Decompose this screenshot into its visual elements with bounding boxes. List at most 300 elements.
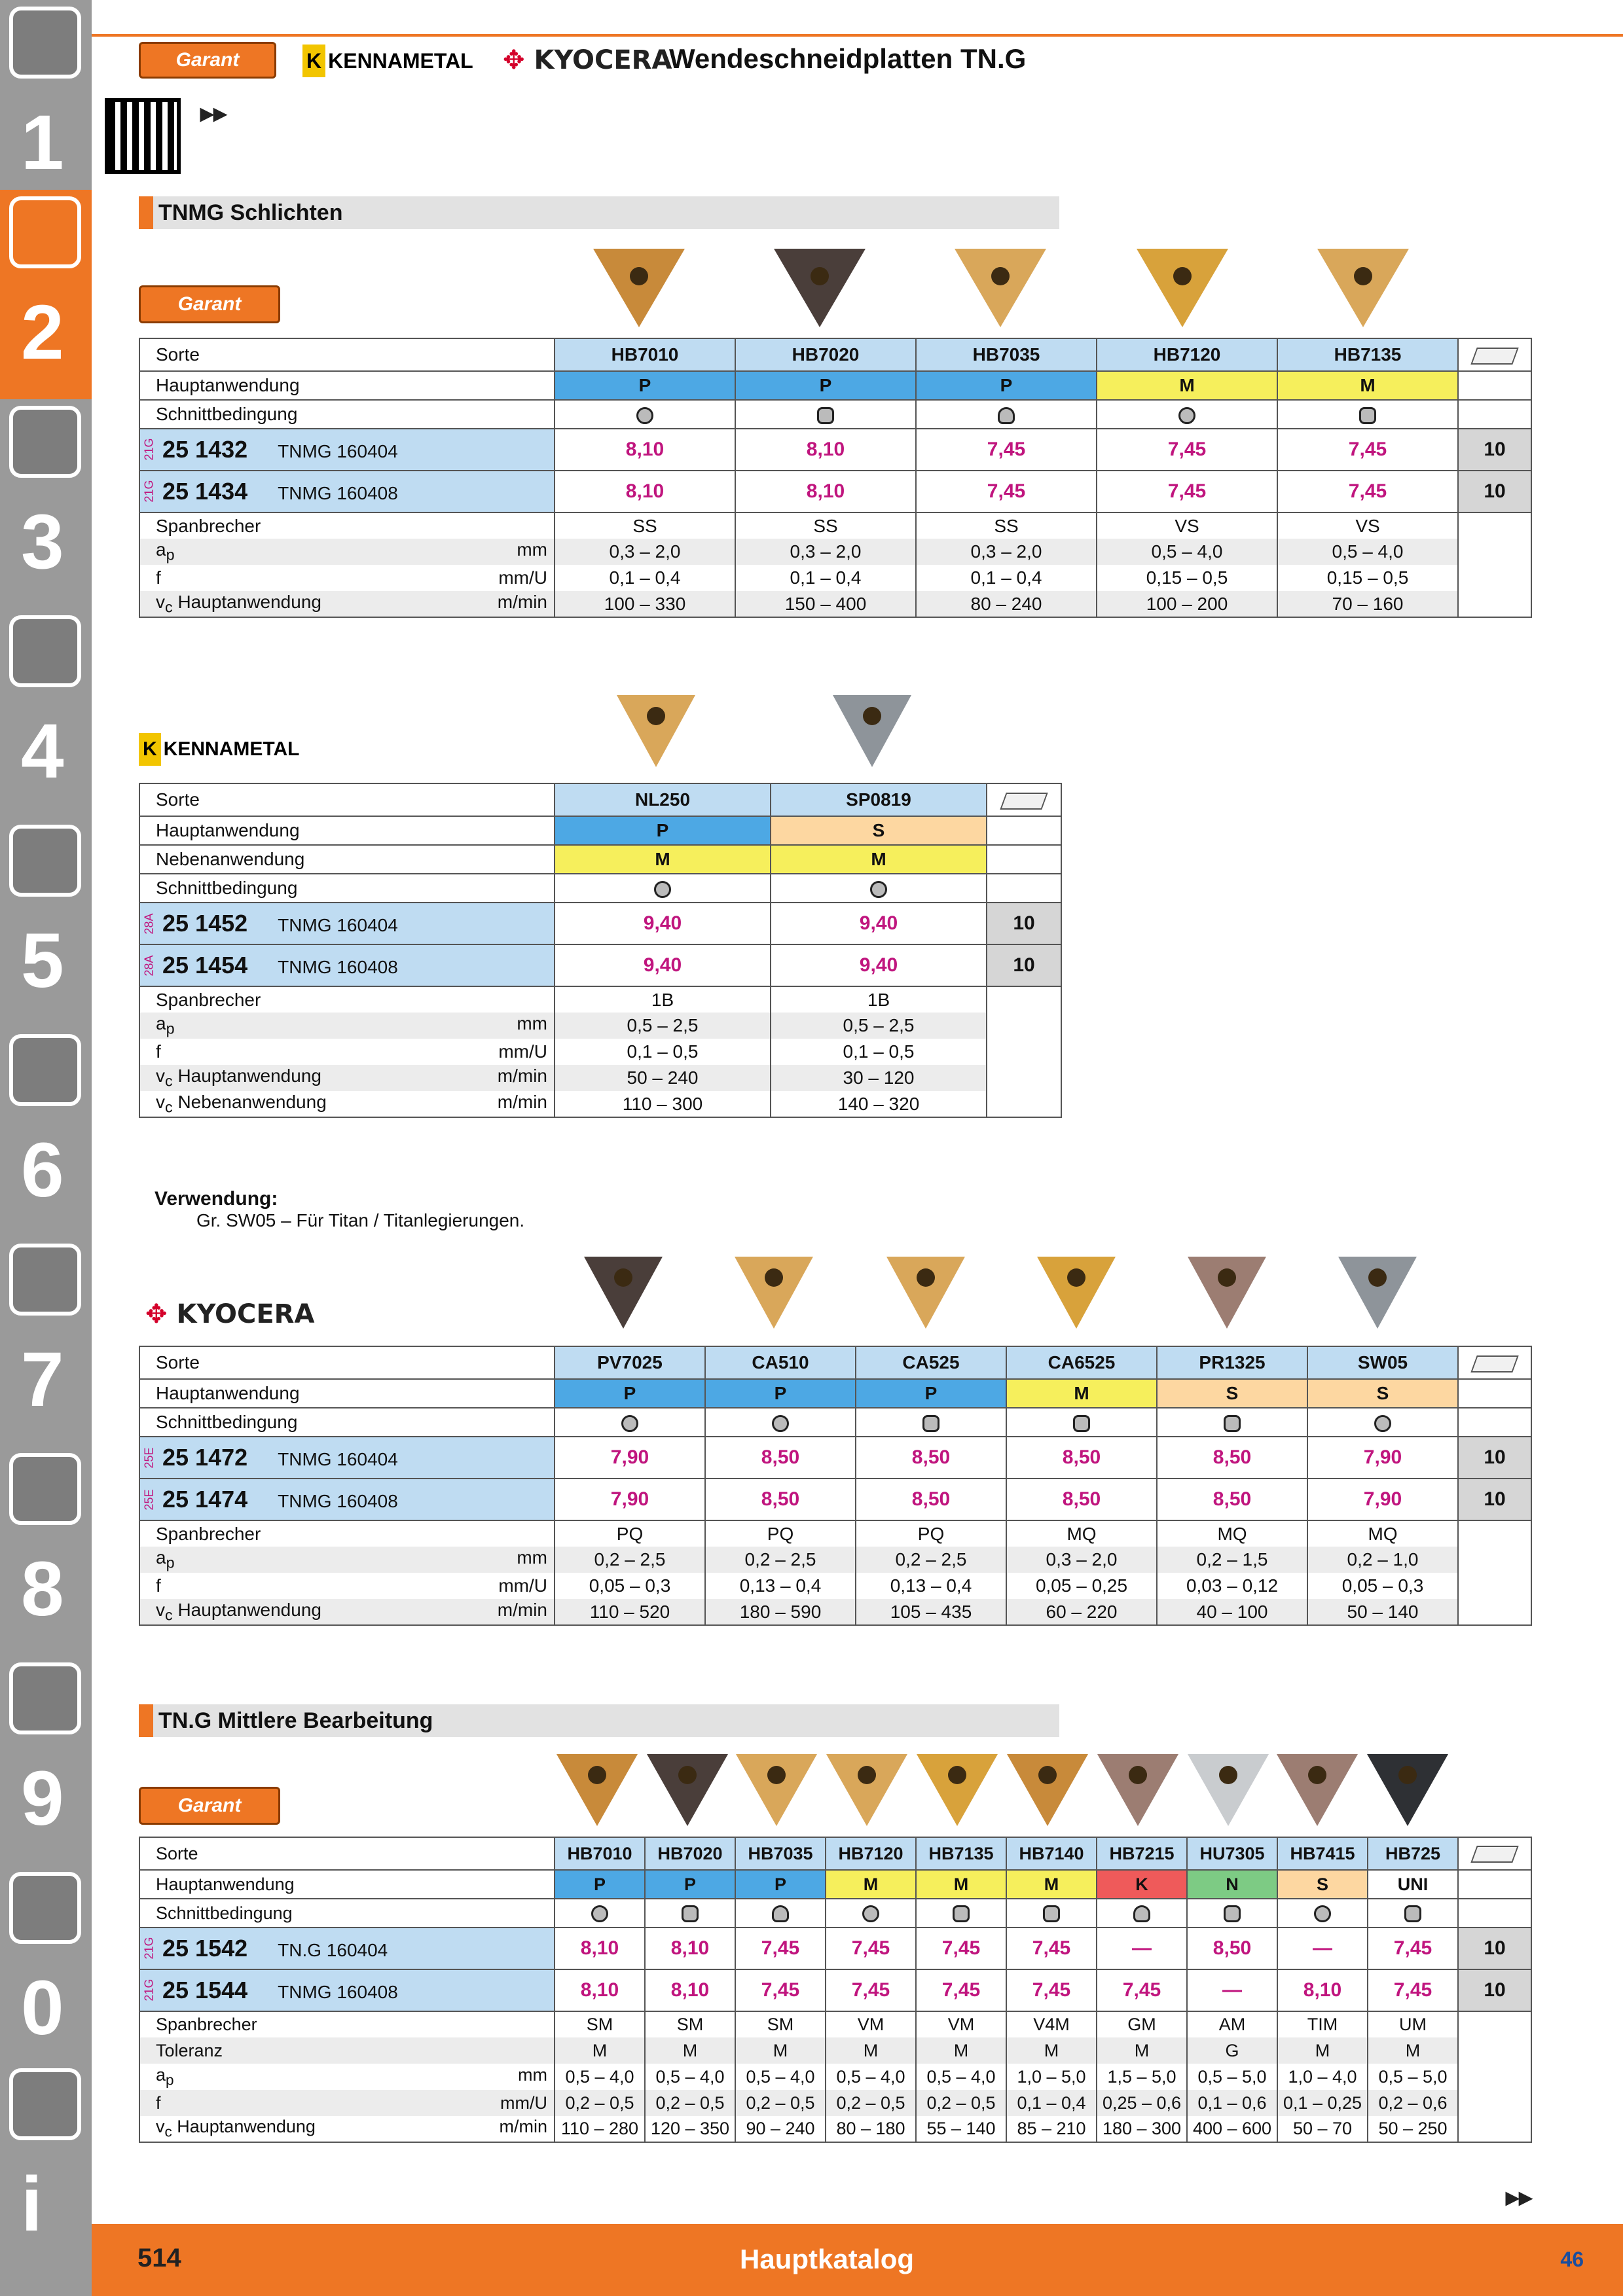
spec-value: M: [1368, 2037, 1458, 2064]
kennametal-logo: K KENNAMETAL: [139, 733, 299, 766]
price-cell: 7,45: [1097, 471, 1277, 512]
cutting-condition-row: [139, 1408, 1531, 1437]
chapter-tab-4[interactable]: [0, 609, 92, 818]
spec-value: 0,13 – 0,4: [705, 1573, 856, 1599]
subscript: p: [166, 1554, 175, 1571]
article-label: [139, 471, 555, 512]
cutting-condition-icon: [998, 407, 1015, 424]
cutting-condition-cell: [916, 1899, 1006, 1928]
price-cell: 8,50: [856, 1479, 1006, 1520]
chapter-icon: [9, 196, 81, 268]
spec-value: AM: [1187, 2011, 1277, 2037]
cutting-condition-icon: [1374, 1415, 1391, 1432]
table-header-row: [139, 1346, 1531, 1379]
grade-header: HB7415: [1277, 1837, 1368, 1870]
subscript: p: [166, 1020, 175, 1037]
grade-header: HB7010: [555, 338, 735, 371]
usage-note: [155, 1188, 524, 1231]
header-rule: [92, 34, 1623, 37]
spec-value: VS: [1097, 512, 1277, 539]
spec-value: 80 – 180: [826, 2116, 916, 2142]
insert-image: [1367, 1754, 1448, 1826]
cutting-condition-cell: [1097, 400, 1277, 429]
cutting-condition-icon: [1359, 407, 1376, 424]
chapter-tab-1[interactable]: [0, 0, 92, 209]
spec-value: 0,2 – 0,5: [555, 2090, 645, 2116]
cutting-condition-row: [139, 874, 1061, 903]
spec-value: PQ: [856, 1520, 1006, 1547]
spec-value: 110 – 520: [555, 1599, 705, 1625]
grade-header: HB7020: [645, 1837, 735, 1870]
spec-value: 0,2 – 0,6: [1368, 2090, 1458, 2116]
application-group: P: [735, 1870, 826, 1899]
blank-cell: [1458, 512, 1531, 539]
row-label: Sorte: [139, 1837, 555, 1870]
spec-value: 0,5 – 5,0: [1187, 2064, 1277, 2090]
price-cell: 8,50: [705, 1437, 856, 1479]
cutting-condition-icon: [621, 1415, 638, 1432]
spec-value: 1,0 – 5,0: [1006, 2064, 1097, 2090]
price-cell: 7,45: [735, 1928, 826, 1969]
blank-cell: [1458, 1870, 1531, 1899]
spec-value: 110 – 300: [555, 1091, 771, 1117]
grade-header: SW05: [1307, 1346, 1458, 1379]
chapter-tab-8[interactable]: [0, 1446, 92, 1656]
grade-header: HB7120: [1097, 338, 1277, 371]
chip-breaker-row: [139, 986, 1061, 1013]
cutting-condition-cell: [735, 1899, 826, 1928]
spec-value: 0,2 – 1,0: [1307, 1547, 1458, 1573]
spec-value: UM: [1368, 2011, 1458, 2037]
pack-quantity: 10: [1458, 471, 1531, 512]
unit-label: mm/U: [498, 567, 547, 588]
article-row: [139, 471, 1531, 512]
chapter-number: 3: [21, 499, 64, 585]
blank-cell: [1458, 1599, 1531, 1625]
insert-image: [735, 1257, 813, 1329]
spec-value: 50 – 250: [1368, 2116, 1458, 2142]
usage-note-line: Gr. SW05 – Für Titan / Titanlegierungen.: [196, 1210, 525, 1230]
article-row: [139, 1928, 1531, 1969]
cutting-condition-cell: [555, 1899, 645, 1928]
spec-value: M: [1277, 2037, 1368, 2064]
spec-value: 140 – 320: [771, 1091, 987, 1117]
blank-cell: [987, 1065, 1061, 1091]
application-group: P: [856, 1379, 1006, 1408]
blank-cell: [1458, 1573, 1531, 1599]
cutting-condition-cell: [555, 874, 771, 903]
price-cell: 7,45: [735, 1969, 826, 2011]
spec-value: 50 – 140: [1307, 1599, 1458, 1625]
chip-breaker-row: [139, 512, 1531, 539]
cutting-condition-icon: [772, 1415, 789, 1432]
unit-label: m/min: [497, 1599, 547, 1620]
blank-cell: [987, 986, 1061, 1013]
price-cell: 7,90: [1307, 1479, 1458, 1520]
application-group: M: [1006, 1379, 1157, 1408]
cutting-condition-cell: [1157, 1408, 1307, 1437]
spec-value: 90 – 240: [735, 2116, 826, 2142]
price-cell: 8,50: [1157, 1437, 1307, 1479]
insert-designation: TNMG 160408: [278, 1491, 398, 1511]
price-cell: 8,50: [1187, 1928, 1277, 1969]
spec-label: Spanbrecher: [139, 986, 555, 1013]
article-number: 25 1472: [162, 1444, 248, 1471]
catalog-name: Hauptkatalog: [740, 2244, 915, 2274]
chapter-icon: [9, 1034, 81, 1106]
spec-value: 1,5 – 5,0: [1097, 2064, 1187, 2090]
cutting-speed-row: [139, 591, 1531, 617]
spec-label: $v_c$ Hauptanwendung m/min: [139, 1599, 555, 1625]
spec-value: VM: [916, 2011, 1006, 2037]
garant-logo: Garant: [139, 1787, 280, 1825]
price-cell: 7,45: [916, 471, 1097, 512]
cutting-condition-icon: [1224, 1905, 1241, 1922]
chapter-icon: [9, 1453, 81, 1525]
chip-breaker-row: [139, 1520, 1531, 1547]
garant-logo: Garant: [139, 285, 280, 323]
chapter-number: 5: [21, 918, 64, 1004]
grade-header: HB7135: [916, 1837, 1006, 1870]
subscript: c: [165, 1072, 173, 1090]
price-cell: 8,10: [645, 1969, 735, 2011]
insert-image: [1037, 1257, 1116, 1329]
spec-value: PQ: [555, 1520, 705, 1547]
application-group: M: [555, 845, 771, 874]
footer-bar: [92, 2224, 1623, 2296]
spec-label: $a_p$ mm: [139, 1547, 555, 1573]
spec-value: 0,1 – 0,4: [916, 565, 1097, 591]
spec-value: 55 – 140: [916, 2116, 1006, 2142]
spec-value: 0,15 – 0,5: [1097, 565, 1277, 591]
blank-cell: [1458, 2011, 1531, 2037]
page-number: 514: [137, 2244, 181, 2272]
cutting-condition-icon: [1404, 1905, 1421, 1922]
blank-cell: [987, 1091, 1061, 1117]
price-cell: 7,90: [1307, 1437, 1458, 1479]
spec-label: $v_c$ Hauptanwendung m/min: [139, 591, 555, 617]
spec-value: 150 – 400: [735, 591, 916, 617]
feed-row: [139, 1039, 1061, 1065]
insert-image: [1277, 1754, 1358, 1826]
chapter-tab-5[interactable]: [0, 818, 92, 1028]
article-row: [139, 1437, 1531, 1479]
chip-breaker-row: [139, 2011, 1531, 2037]
chapter-icon: [9, 1244, 81, 1316]
row-label: Sorte: [139, 1346, 555, 1379]
section-title-tnmg-schlichten: TNMG Schlichten: [139, 196, 1059, 229]
spec-value: 0,5 – 2,5: [771, 1013, 987, 1039]
blank-cell: [1458, 1379, 1531, 1408]
price-cell: 7,90: [555, 1479, 705, 1520]
chapter-icon: [9, 2068, 81, 2140]
price-cell: 7,45: [1006, 1969, 1097, 2011]
spec-value: 0,2 – 0,5: [645, 2090, 735, 2116]
row-label: Sorte: [139, 338, 555, 371]
price-cell: 8,10: [1277, 1969, 1368, 2011]
qr-code[interactable]: [105, 98, 181, 174]
spec-value: 0,3 – 2,0: [1006, 1547, 1157, 1573]
blank-cell: [1458, 2037, 1531, 2064]
price-cell: 8,50: [705, 1479, 856, 1520]
article-number: 25 1454: [162, 952, 248, 978]
spec-value: 40 – 100: [1157, 1599, 1307, 1625]
spec-value: M: [826, 2037, 916, 2064]
spec-value: M: [645, 2037, 735, 2064]
price-cell: 7,45: [1277, 471, 1458, 512]
cutting-condition-cell: [1277, 1899, 1368, 1928]
forward-arrows-icon[interactable]: ▸▸: [200, 99, 227, 128]
unit-label: mm: [517, 1547, 547, 1568]
cutting-condition-icon: [862, 1905, 879, 1922]
price-cell: 7,45: [826, 1969, 916, 2011]
spec-value: 0,2 – 2,5: [856, 1547, 1006, 1573]
chapter-icon: [9, 1872, 81, 1944]
grade-header: HB7120: [826, 1837, 916, 1870]
kyocera-logo: ✥ KYOCERA: [503, 45, 672, 75]
spec-value: 180 – 300: [1097, 2116, 1187, 2142]
spec-value: 0,5 – 4,0: [826, 2064, 916, 2090]
chapter-tab-3[interactable]: [0, 399, 92, 609]
article-row: [139, 944, 1061, 986]
spec-value: M: [1097, 2037, 1187, 2064]
chapter-icon: [9, 406, 81, 478]
price-cell: —: [1187, 1969, 1277, 2011]
blank-cell: [1458, 1899, 1531, 1928]
spec-value: 0,3 – 2,0: [735, 539, 916, 565]
application-group: P: [555, 816, 771, 845]
spec-value: MQ: [1006, 1520, 1157, 1547]
spec-value: 0,1 – 0,6: [1187, 2090, 1277, 2116]
cutting-speed-row: [139, 2116, 1531, 2142]
price-cell: 7,45: [1097, 429, 1277, 471]
price-cell: 8,10: [555, 471, 735, 512]
spec-value: GM: [1097, 2011, 1187, 2037]
blank-cell: [987, 1013, 1061, 1039]
usage-note-title: Verwendung:: [155, 1188, 278, 1210]
chapter-tab-7[interactable]: [0, 1237, 92, 1446]
chapter-tab-0[interactable]: [0, 1865, 92, 2075]
spec-label: $v_c$ Hauptanwendung m/min: [139, 1065, 555, 1091]
price-cell: 8,50: [1157, 1479, 1307, 1520]
insert-image: [1188, 1257, 1266, 1329]
spec-value: 80 – 240: [916, 591, 1097, 617]
chapter-icon: [9, 7, 81, 79]
spec-value: 0,03 – 0,12: [1157, 1573, 1307, 1599]
article-label: [139, 429, 555, 471]
chapter-number: 6: [21, 1127, 64, 1213]
cutting-condition-cell: [771, 874, 987, 903]
cutting-condition-cell: [826, 1899, 916, 1928]
unit-label: mm: [518, 2064, 547, 2085]
cutting-condition-cell: [735, 400, 916, 429]
spec-value: SS: [735, 512, 916, 539]
product-table-garant-schlichten: [139, 338, 1532, 618]
chapter-tab-i[interactable]: [0, 2062, 92, 2271]
price-cell: 7,45: [1097, 1969, 1187, 2011]
main-application-row: [139, 371, 1531, 400]
spec-value: 100 – 330: [555, 591, 735, 617]
price-cell: 8,50: [856, 1437, 1006, 1479]
row-label: Hauptanwendung: [139, 1379, 555, 1408]
insert-image: [1188, 1754, 1269, 1826]
spec-label: Toleranz: [139, 2037, 555, 2064]
application-group: P: [555, 1379, 705, 1408]
grade-header: PV7025: [555, 1346, 705, 1379]
cutting-condition-cell: [645, 1899, 735, 1928]
price-cell: 7,45: [1368, 1928, 1458, 1969]
blank-cell: [1458, 2116, 1531, 2142]
spec-value: M: [1006, 2037, 1097, 2064]
cutting-condition-cell: [555, 400, 735, 429]
cutting-condition-icon: [772, 1905, 789, 1922]
insert-image: [917, 1754, 998, 1826]
application-group: M: [1277, 371, 1458, 400]
article-number: 25 1434: [162, 478, 248, 505]
spec-label: f mm/U: [139, 1039, 555, 1065]
grade-header: HB7010: [555, 1837, 645, 1870]
price-cell: 9,40: [555, 944, 771, 986]
spec-label: $v_c$ Hauptanwendung m/min: [139, 2116, 555, 2142]
article-number: 25 1542: [162, 1935, 248, 1962]
chapter-number: 4: [21, 708, 64, 795]
section-title-mittlere-bearbeitung: TN.G Mittlere Bearbeitung: [139, 1704, 1059, 1737]
spec-value: M: [916, 2037, 1006, 2064]
cutting-condition-icon: [922, 1415, 939, 1432]
spec-value: VM: [826, 2011, 916, 2037]
spec-value: 1,0 – 4,0: [1277, 2064, 1368, 2090]
blank-cell: [1458, 539, 1531, 565]
price-cell: 7,45: [1006, 1928, 1097, 1969]
blank-cell: [987, 845, 1061, 874]
chapter-number: 8: [21, 1546, 64, 1632]
spec-value: 0,2 – 1,5: [1157, 1547, 1307, 1573]
price-group: 21G: [142, 1937, 156, 1960]
price-cell: 9,40: [555, 903, 771, 944]
spec-label: $a_p$ mm: [139, 1013, 555, 1039]
application-group: P: [555, 1870, 645, 1899]
insert-designation: TNMG 160408: [278, 957, 398, 977]
spec-value: 0,2 – 0,5: [916, 2090, 1006, 2116]
pack-quantity: 10: [1458, 1479, 1531, 1520]
price-cell: 7,45: [1368, 1969, 1458, 2011]
price-cell: 9,40: [771, 944, 987, 986]
price-cell: 8,10: [735, 429, 916, 471]
unit-label: m/min: [497, 1091, 547, 1112]
feed-row: [139, 2090, 1531, 2116]
cutting-condition-cell: [1187, 1899, 1277, 1928]
insert-image: [1137, 249, 1228, 327]
spec-value: 0,5 – 2,5: [555, 1013, 771, 1039]
row-label: Sorte: [139, 783, 555, 816]
subscript: c: [165, 1098, 173, 1116]
feed-row: [139, 565, 1531, 591]
price-cell: 8,10: [555, 1928, 645, 1969]
product-table-garant-mittel: [139, 1837, 1532, 2143]
main-application-row: [139, 816, 1061, 845]
spec-value: 0,05 – 0,25: [1006, 1573, 1157, 1599]
spec-label: $a_p$ mm: [139, 2064, 555, 2090]
spec-value: 180 – 590: [705, 1599, 856, 1625]
insert-image: [774, 249, 866, 327]
application-group: M: [1006, 1870, 1097, 1899]
pack-quantity: 10: [1458, 1928, 1531, 1969]
price-cell: 7,45: [1277, 429, 1458, 471]
unit-label: m/min: [499, 2117, 547, 2137]
spec-value: 400 – 600: [1187, 2116, 1277, 2142]
package-icon: [1470, 1846, 1518, 1863]
chapter-icon: [9, 615, 81, 687]
chapter-number: 9: [21, 1755, 64, 1842]
insert-image: [886, 1257, 965, 1329]
article-row: [139, 903, 1061, 944]
cutting-condition-cell: [1277, 400, 1458, 429]
cutting-condition-icon: [1314, 1905, 1331, 1922]
main-application-row: [139, 1870, 1531, 1899]
spec-value: 0,3 – 2,0: [916, 539, 1097, 565]
main-application-row: [139, 1379, 1531, 1408]
price-cell: 8,10: [645, 1928, 735, 1969]
spec-value: 0,2 – 0,5: [735, 2090, 826, 2116]
spec-value: 1B: [771, 986, 987, 1013]
spec-value: 0,1 – 0,25: [1277, 2090, 1368, 2116]
table-header-row: [139, 1837, 1531, 1870]
chapter-tab-9[interactable]: [0, 1656, 92, 1865]
grade-header: SP0819: [771, 783, 987, 816]
row-label: Schnittbedingung: [139, 874, 555, 903]
spec-value: 0,1 – 0,4: [1006, 2090, 1097, 2116]
application-group: P: [645, 1870, 735, 1899]
price-group: 25E: [142, 1447, 156, 1469]
cutting-condition-cell: [1097, 1899, 1187, 1928]
spec-value: 85 – 210: [1006, 2116, 1097, 2142]
row-label: Schnittbedingung: [139, 1899, 555, 1928]
spec-value: M: [735, 2037, 826, 2064]
article-label: [139, 944, 555, 986]
chapter-tab-2[interactable]: [0, 190, 92, 399]
cutting-condition-icon: [1043, 1905, 1060, 1922]
price-cell: 9,40: [771, 903, 987, 944]
packaging-icon-cell: [1458, 1837, 1531, 1870]
spec-label: f mm/U: [139, 1573, 555, 1599]
spec-value: 0,5 – 4,0: [645, 2064, 735, 2090]
next-page-arrows-icon[interactable]: ▸▸: [1506, 2183, 1533, 2212]
cutting-condition-cell: [1307, 1408, 1458, 1437]
row-label: Hauptanwendung: [139, 371, 555, 400]
grade-header: CA6525: [1006, 1346, 1157, 1379]
price-group: 21G: [142, 1979, 156, 2001]
spec-value: SM: [735, 2011, 826, 2037]
price-cell: 8,10: [555, 1969, 645, 2011]
spec-value: 0,5 – 4,0: [1097, 539, 1277, 565]
spec-label: Spanbrecher: [139, 512, 555, 539]
cutting-condition-row: [139, 1899, 1531, 1928]
subscript: p: [166, 546, 175, 564]
table-header-row: [139, 783, 1061, 816]
sub-page-number: 46: [1560, 2248, 1584, 2271]
spec-value: 0,1 – 0,5: [771, 1039, 987, 1065]
spec-value: TIM: [1277, 2011, 1368, 2037]
grade-header: HB7140: [1006, 1837, 1097, 1870]
insert-image: [556, 1754, 638, 1826]
table-header-row: [139, 338, 1531, 371]
chapter-tab-6[interactable]: [0, 1028, 92, 1237]
spec-value: 0,2 – 2,5: [555, 1547, 705, 1573]
article-number: 25 1432: [162, 436, 248, 463]
chapter-number: 1: [21, 99, 64, 186]
grade-header: HB7035: [916, 338, 1097, 371]
price-cell: 8,10: [555, 429, 735, 471]
